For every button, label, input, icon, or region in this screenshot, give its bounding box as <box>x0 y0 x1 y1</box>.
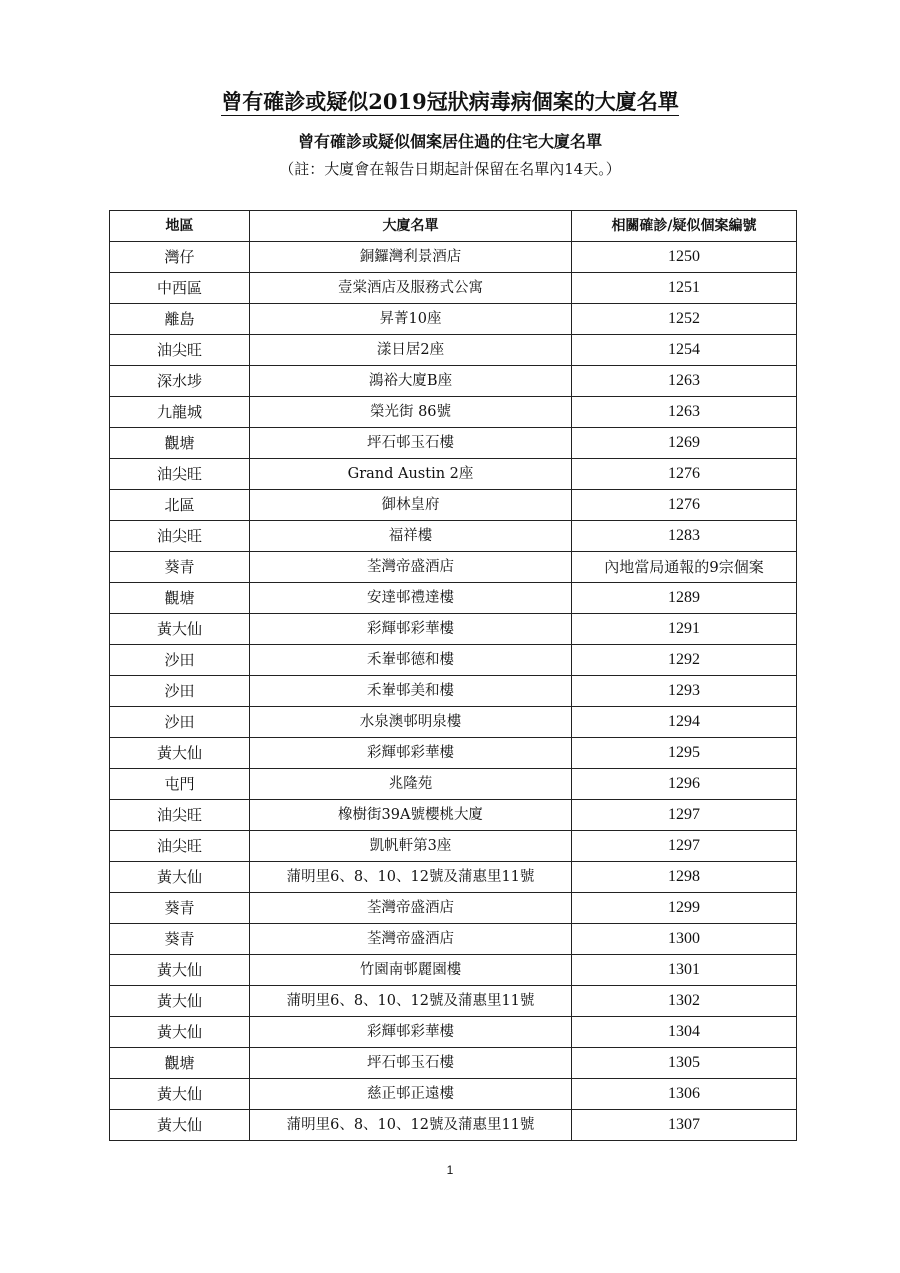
table-row <box>110 893 797 924</box>
district-cell: 葵青 <box>110 552 250 583</box>
table-row <box>110 521 797 552</box>
case-number-cell: 1296 <box>572 769 797 800</box>
case-number-cell: 1299 <box>572 893 797 924</box>
table-row <box>110 428 797 459</box>
district-cell: 葵青 <box>110 893 250 924</box>
building-name-cell: 鴻裕大廈B座 <box>250 366 572 397</box>
building-name-cell: 壹棠酒店及服務式公寓 <box>250 273 572 304</box>
table-row <box>110 490 797 521</box>
district-cell: 觀塘 <box>110 428 250 459</box>
building-name-cell: 彩輝邨彩華樓 <box>250 738 572 769</box>
district-cell: 北區 <box>110 490 250 521</box>
case-number-cell: 1307 <box>572 1110 797 1141</box>
case-number-cell: 1276 <box>572 459 797 490</box>
table-row <box>110 862 797 893</box>
case-number-cell: 1302 <box>572 986 797 1017</box>
case-number-cell: 1301 <box>572 955 797 986</box>
building-name-cell: 彩輝邨彩華樓 <box>250 1017 572 1048</box>
building-name-cell: 御林皇府 <box>250 490 572 521</box>
building-name-cell: 蒲明里6、8、10、12號及蒲惠里11號 <box>250 1110 572 1141</box>
table-row <box>110 614 797 645</box>
table-row <box>110 769 797 800</box>
district-cell: 葵青 <box>110 924 250 955</box>
district-cell: 油尖旺 <box>110 521 250 552</box>
case-number-cell: 1306 <box>572 1079 797 1110</box>
building-name-cell: 凱帆軒第3座 <box>250 831 572 862</box>
table-row <box>110 459 797 490</box>
district-cell: 油尖旺 <box>110 831 250 862</box>
table-row <box>110 707 797 738</box>
building-name-cell: 兆隆苑 <box>250 769 572 800</box>
district-cell: 沙田 <box>110 645 250 676</box>
district-cell: 油尖旺 <box>110 459 250 490</box>
district-cell: 黃大仙 <box>110 738 250 769</box>
table-row <box>110 676 797 707</box>
table-row <box>110 583 797 614</box>
case-number-cell: 1292 <box>572 645 797 676</box>
building-name-cell: 蒲明里6、8、10、12號及蒲惠里11號 <box>250 862 572 893</box>
district-cell: 油尖旺 <box>110 335 250 366</box>
table-row <box>110 831 797 862</box>
district-cell: 黃大仙 <box>110 1079 250 1110</box>
table-row <box>110 397 797 428</box>
case-number-cell: 1297 <box>572 800 797 831</box>
case-number-cell: 1298 <box>572 862 797 893</box>
case-number-cell: 1293 <box>572 676 797 707</box>
building-name-cell: 福祥樓 <box>250 521 572 552</box>
case-number-cell: 1289 <box>572 583 797 614</box>
building-name-cell: 榮光街 86號 <box>250 397 572 428</box>
building-name-cell: 水泉澳邨明泉樓 <box>250 707 572 738</box>
case-number-cell: 1276 <box>572 490 797 521</box>
case-number-cell: 1263 <box>572 366 797 397</box>
building-column-header: 大廈名單 <box>250 211 572 242</box>
building-name-cell: 彩輝邨彩華樓 <box>250 614 572 645</box>
table-row <box>110 366 797 397</box>
district-cell: 黃大仙 <box>110 862 250 893</box>
building-name-cell: 漾日居2座 <box>250 335 572 366</box>
building-name-cell: 慈正邨正遠樓 <box>250 1079 572 1110</box>
building-name-cell: 橡樹街39A號櫻桃大廈 <box>250 800 572 831</box>
buildings-table <box>109 210 797 1141</box>
section-subtitle: 曾有確診或疑似個案居住過的住宅大廈名單 <box>297 132 602 151</box>
building-name-cell: 昇菁10座 <box>250 304 572 335</box>
table-row <box>110 924 797 955</box>
district-cell: 黃大仙 <box>110 614 250 645</box>
district-cell: 黃大仙 <box>110 955 250 986</box>
case-number-cell: 1254 <box>572 335 797 366</box>
district-cell: 觀塘 <box>110 1048 250 1079</box>
table-row <box>110 242 797 273</box>
case-number-cell: 1295 <box>572 738 797 769</box>
case-number-cell: 1304 <box>572 1017 797 1048</box>
case-number-cell: 1294 <box>572 707 797 738</box>
table-row <box>110 1048 797 1079</box>
table-row <box>110 800 797 831</box>
case-number-column-header: 相關確診/疑似個案編號 <box>572 211 797 242</box>
table-row <box>110 1017 797 1048</box>
table-header-row <box>110 211 797 242</box>
district-cell: 黃大仙 <box>110 1017 250 1048</box>
case-number-cell: 1250 <box>572 242 797 273</box>
table-row <box>110 955 797 986</box>
table-row <box>110 273 797 304</box>
case-number-cell: 1252 <box>572 304 797 335</box>
building-name-cell: 荃灣帝盛酒店 <box>250 893 572 924</box>
case-number-cell: 1263 <box>572 397 797 428</box>
page-number: 1 <box>446 1163 454 1177</box>
building-name-cell: 安達邨禮達樓 <box>250 583 572 614</box>
district-cell: 黃大仙 <box>110 986 250 1017</box>
building-name-cell: Grand Austin 2座 <box>250 459 572 490</box>
building-name-cell: 坪石邨玉石樓 <box>250 1048 572 1079</box>
document-title-text: 曾有確診或疑似2019冠狀病毒病個案的大廈名單 <box>221 89 679 114</box>
case-number-cell: 1269 <box>572 428 797 459</box>
building-name-cell: 荃灣帝盛酒店 <box>250 924 572 955</box>
table-body <box>110 242 797 1141</box>
case-number-cell: 1297 <box>572 831 797 862</box>
table-row <box>110 645 797 676</box>
district-cell: 沙田 <box>110 707 250 738</box>
case-number-cell: 1305 <box>572 1048 797 1079</box>
table-row <box>110 304 797 335</box>
district-cell: 黃大仙 <box>110 1110 250 1141</box>
building-name-cell: 銅鑼灣利景酒店 <box>250 242 572 273</box>
retention-note: （註：大廈會在報告日期起計保留在名單內14天。） <box>279 160 621 178</box>
table-row <box>110 1079 797 1110</box>
table-row <box>110 335 797 366</box>
district-cell: 觀塘 <box>110 583 250 614</box>
district-cell: 屯門 <box>110 769 250 800</box>
district-cell: 離島 <box>110 304 250 335</box>
table-row <box>110 1110 797 1141</box>
case-number-cell: 內地當局通報的9宗個案 <box>572 552 797 583</box>
district-cell: 九龍城 <box>110 397 250 428</box>
case-number-cell: 1251 <box>572 273 797 304</box>
building-name-cell: 荃灣帝盛酒店 <box>250 552 572 583</box>
district-cell: 灣仔 <box>110 242 250 273</box>
building-name-cell: 禾輋邨美和樓 <box>250 676 572 707</box>
case-number-cell: 1283 <box>572 521 797 552</box>
building-name-cell: 竹園南邨麗園樓 <box>250 955 572 986</box>
table-row <box>110 738 797 769</box>
building-name-cell: 坪石邨玉石樓 <box>250 428 572 459</box>
district-cell: 油尖旺 <box>110 800 250 831</box>
district-cell: 深水埗 <box>110 366 250 397</box>
district-column-header: 地區 <box>110 211 250 242</box>
case-number-cell: 1300 <box>572 924 797 955</box>
building-name-cell: 蒲明里6、8、10、12號及蒲惠里11號 <box>250 986 572 1017</box>
case-number-cell: 1291 <box>572 614 797 645</box>
district-cell: 中西區 <box>110 273 250 304</box>
table-row <box>110 552 797 583</box>
building-name-cell: 禾輋邨德和樓 <box>250 645 572 676</box>
table-row <box>110 986 797 1017</box>
document-title <box>0 88 900 116</box>
district-cell: 沙田 <box>110 676 250 707</box>
